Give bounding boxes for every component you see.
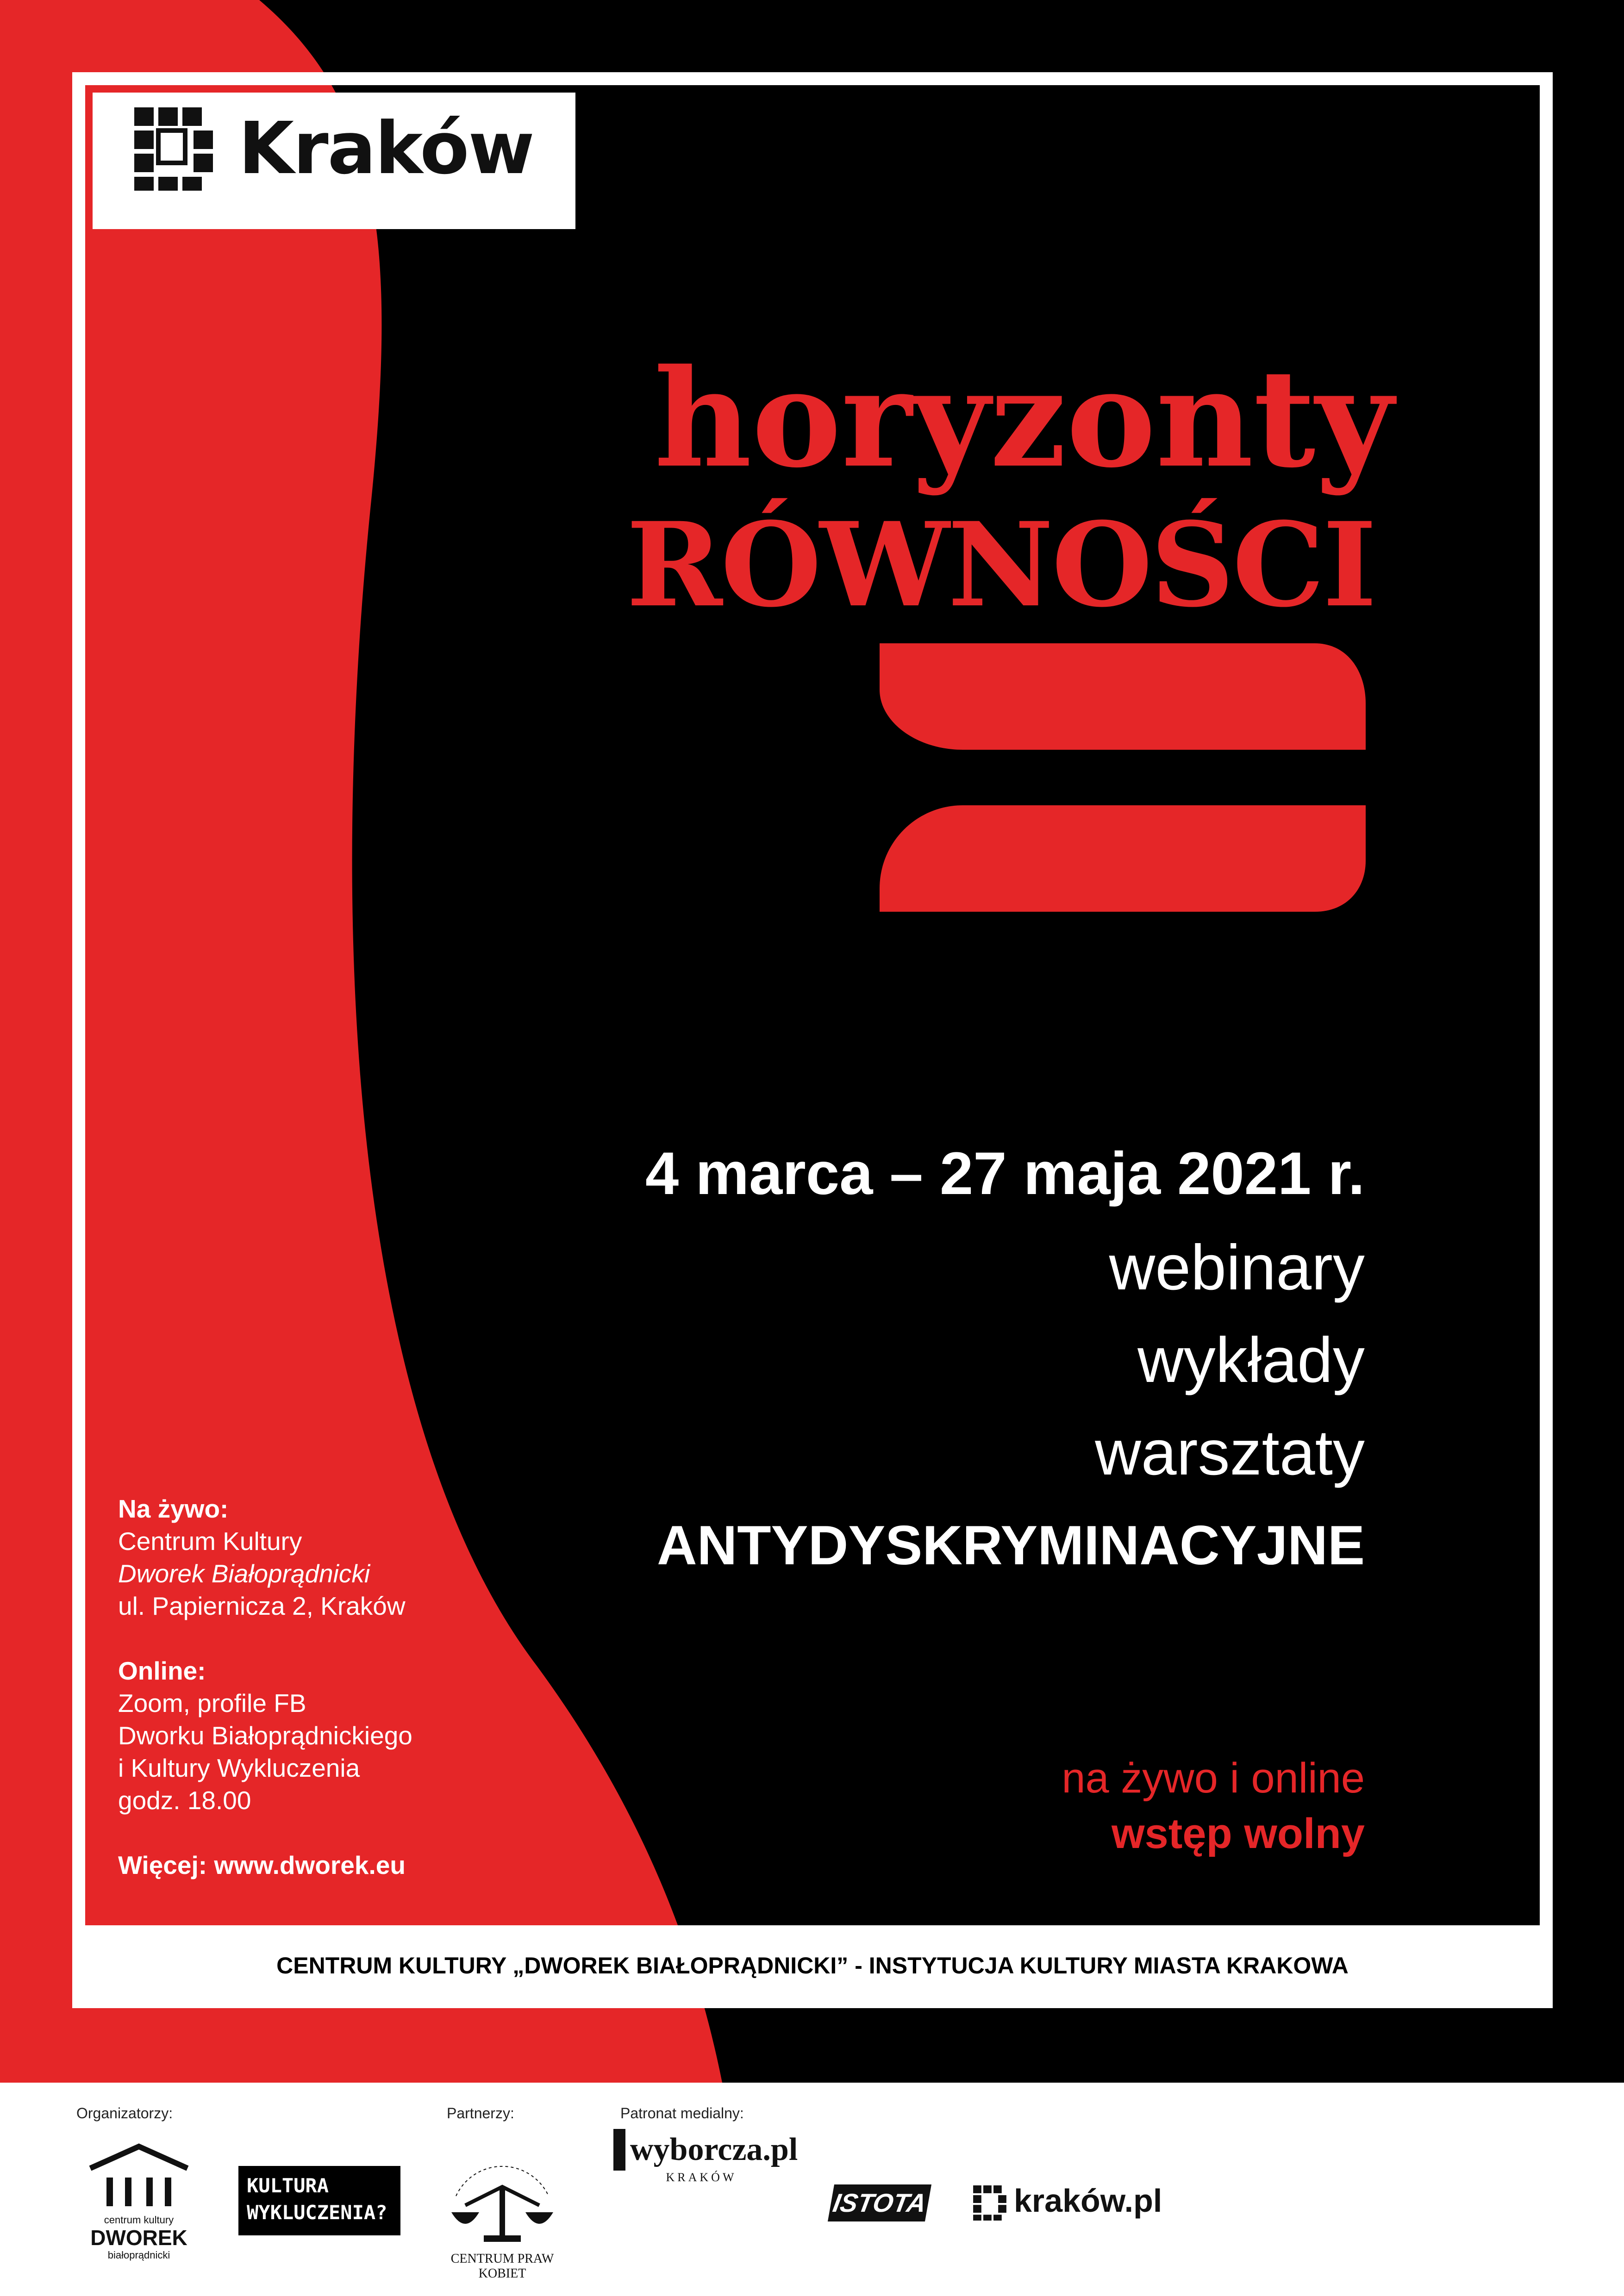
venue-line1: Centrum Kultury xyxy=(118,1527,302,1556)
kultura-line1: KULTURA xyxy=(247,2174,329,2197)
institution-footer: CENTRUM KULTURY „DWOREK BIAŁOPRĄDNICKI” - INSTYTUCJA KULTURY MIASTA KRAKOWA xyxy=(276,1953,1349,1979)
online-label: Online: xyxy=(118,1656,206,1685)
dworek-line1: centrum kultury xyxy=(104,2214,174,2226)
equals-sign-graphic xyxy=(880,643,1366,912)
partners-label: Partnerzy: xyxy=(447,2105,514,2122)
cpk-text: CENTRUM PRAW KOBIET xyxy=(450,2252,554,2281)
event-mode: na żywo i online xyxy=(1062,1755,1365,1802)
event-info xyxy=(118,1493,535,1881)
scales-icon xyxy=(437,2136,567,2265)
wyborcza-main: wyborcza.pl xyxy=(613,2129,789,2171)
wyborcza-sub: KRAKÓW xyxy=(666,2171,737,2184)
venue-line2: Dworek Białoprądnicki xyxy=(118,1559,370,1588)
kultura-wykluczenia-logo xyxy=(238,2166,400,2235)
title-line2: RÓWNOŚCI xyxy=(626,497,1375,633)
more-info-link[interactable]: Więcej: www.dworek.eu xyxy=(118,1851,406,1879)
venue-address: ul. Papiernicza 2, Kraków xyxy=(118,1592,406,1620)
activity-webinars: webinary xyxy=(1109,1232,1365,1303)
online-line3: i Kultury Wykluczenia xyxy=(118,1754,360,1782)
house-icon xyxy=(83,2143,194,2212)
krakow-logo-text: Kraków xyxy=(238,106,534,190)
online-line2: Dworku Białoprądnickiego xyxy=(118,1721,412,1750)
istota-logo: ISTOTA xyxy=(828,2184,931,2221)
media-label: Patronat medialny: xyxy=(620,2105,744,2122)
kultura-line2: WYKLUCZENIA? xyxy=(247,2201,387,2224)
dworek-line2: DWOREK xyxy=(90,2226,187,2250)
dworek-line3: białoprądnicki xyxy=(107,2249,170,2261)
admission-note: wstęp wolny xyxy=(1112,1810,1365,1857)
krakow-pl-icon xyxy=(972,2185,1009,2222)
live-label: Na żywo: xyxy=(118,1494,229,1523)
krakow-logo-icon xyxy=(134,107,213,191)
centrum-praw-kobiet-logo xyxy=(437,2136,567,2281)
event-subtitle: ANTYDYSKRYMINACYJNE xyxy=(656,1514,1365,1576)
event-dates: 4 marca – 27 maja 2021 r. xyxy=(645,1139,1365,1207)
krakow-pl-text: kraków.pl xyxy=(1014,2183,1162,2219)
activity-workshops: warsztaty xyxy=(1095,1417,1365,1488)
wyborcza-logo xyxy=(613,2129,798,2212)
title-line1: horyzonty xyxy=(654,340,1393,498)
event-time: godz. 18.00 xyxy=(118,1786,251,1815)
organizers-label: Organizatorzy: xyxy=(76,2105,173,2122)
activity-lectures: wykłady xyxy=(1137,1325,1365,1396)
online-line1: Zoom, profile FB xyxy=(118,1689,306,1717)
dworek-logo xyxy=(83,2143,204,2291)
